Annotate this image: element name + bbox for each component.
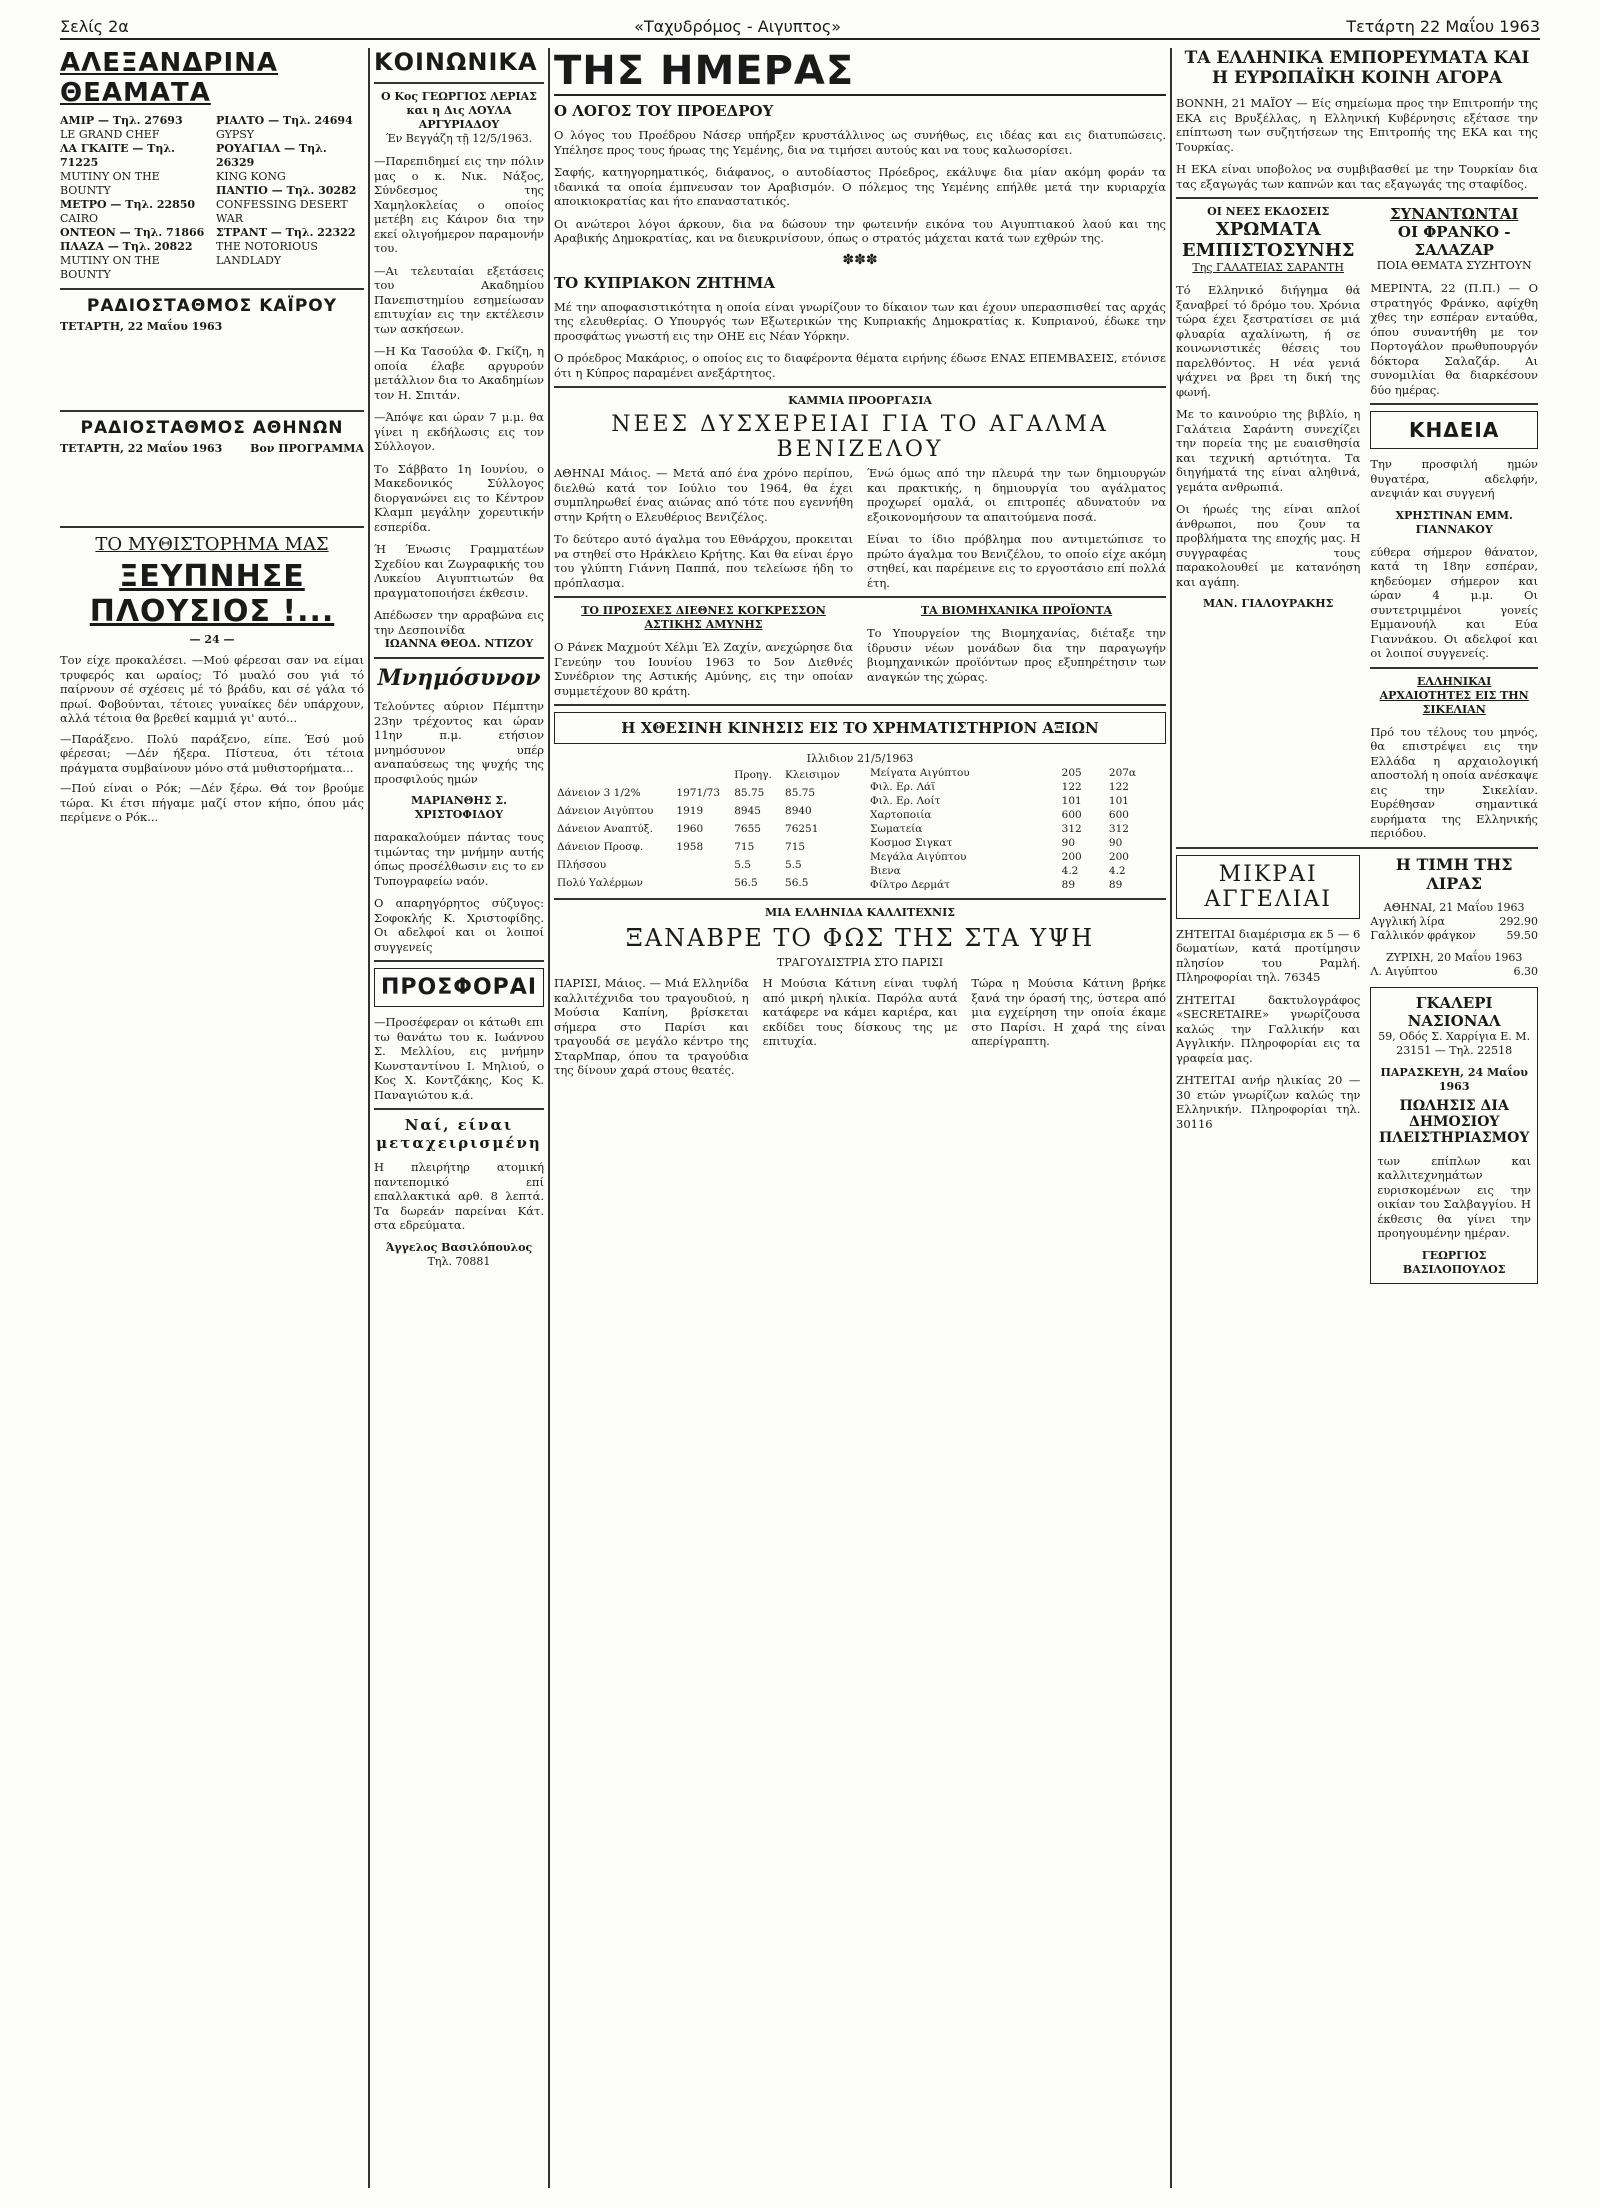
table-row: Πολύ Υαλέρμων 56.5 56.5 bbox=[557, 877, 809, 889]
lead-paragraph: Οι ανώτεροι λόγοι άρκουν, δια να δώσουν την φωτεινήν εικόνα του Αιγυπτιακού λαού και της Αραβικής Δημοκρατίας, και να διευκρινίσουν, όπως ο στρατός μάχεται κατά των εχθρών της. bbox=[554, 216, 1166, 245]
lira-date: ΑΘΗΝΑΙ, 21 Μαΐου 1963 bbox=[1383, 900, 1525, 914]
table-row: Δάνειον Προσφ. 1958 715 715 bbox=[557, 841, 806, 853]
venizelos-paragraph: Ένώ όμως από την πλευρά την των δημιουργών και πρακτικής, η δημιουργία του αγάλματος προχωρεί ομαλά, οι επιτροπές αδυνατούν να εξοικονομήσουν τα απαιτούμενα ποσά. bbox=[867, 466, 1166, 524]
antiquities-title: ΕΛΛΗΝΙΚΑΙ ΑΡΧΑΙΟΤΗΤΕΣ ΕΙΣ ΤΗΝ ΣΙΚΕΛΙΑΝ bbox=[1379, 674, 1529, 716]
gallery-title: ΓΚΑΛΕΡΙ ΝΑΣΙΟΝΑΛ bbox=[1407, 993, 1501, 1030]
today-heading: ΤΗΣ ΗΜΕΡΑΣ bbox=[554, 48, 1166, 96]
editions-author: Της ΓΑΛΑΤΕΙΑΣ ΣΑΡΑΝΤΗ bbox=[1192, 261, 1344, 274]
cyprus-paragraph: Μέ την αποφασιστικότητα η οποία είναι γνωρίζουν το δίκαιον των και έχουν υπερασπισθεί τας αρχάς της ελευθερίας. Ο Υπουργός των Εξωτερικών της Κυπριακής Δημοκρατίας κ. Κυπριανού, έδωκε την προσφάτως γνωστή εις την ΟΗΕ εις Νέαν Υόρκην. bbox=[554, 299, 1166, 343]
novel-title: ΞΕΥΠΝΗΣΕ ΠΛΟΥΣΙΟΣ !... bbox=[89, 559, 335, 629]
eec-paragraph: Η ΕΚΑ είναι υποβολος να συμβιβασθεί με την Τουρκίαν δια τας εξαγωγάς των καπνών και τας εξαγωγάς της σταφίδος. bbox=[1176, 162, 1538, 191]
artist-subtitle: ΤΡΑΓΟΥΔΙΣΤΡΙΑ ΣΤΟ ΠΑΡΙΣΙ bbox=[776, 956, 944, 969]
cinema-listing: KING KONG bbox=[216, 170, 286, 183]
exchange-title: Η ΧΘΕΣΙΝΗ ΚΙΝΗΣΙΣ ΕΙΣ ΤΟ ΧΡΗΜΑΤΙΣΤΗΡΙΟΝ ΑΞΙΩΝ bbox=[554, 712, 1166, 744]
memorial-text: Τελούντες αύριον Πέμπτην 23ην τρέχοντος και ώραν 11ην π.μ. ετήσιον μνημόσυνον υπέρ αναπαύσεως της ψυχής της προσφιλούς ημών bbox=[374, 699, 544, 786]
editions-paragraph: Με το καινούριο της βιβλίο, η Γαλάτεια Σαράντη συνεχίζει την πορεία της με ευαισθησία και τεχνική αρτιότητα. Τα διηγήματά της είναι αληθινά, γεμάτα ανθρωπιά. bbox=[1176, 407, 1361, 494]
funeral-title: ΚΗΔΕΙΑ bbox=[1370, 411, 1538, 449]
memorial-name: ΜΑΡΙΑΝΘΗΣ Σ. ΧΡΙΣΤΟΦΙΔΟΥ bbox=[411, 794, 507, 821]
artist-label: ΜΙΑ ΕΛΛΗΝΙΔΑ ΚΑΛΛΙΤΕΧΝΙΣ bbox=[764, 906, 956, 919]
memorial-title: Μνημόσυνον bbox=[377, 665, 541, 691]
exchange-date: Ιλλιδιον 21/5/1963 bbox=[806, 752, 914, 765]
cyprus-paragraph: Ο πρόεδρος Μακάριος, ο οποίος εις το διαφέροντα θέματα ειρήνης έδωσε ΕΝΑΣ ΕΠΕΜΒΑΣΕΙΣ, ετόνισε ότι η Κύπρος παραμένει ανεξάρτητος. bbox=[554, 351, 1166, 380]
cinema-listing: MUTINY ON THE BOUNTY bbox=[60, 170, 160, 197]
classified-ad: ΖΗΤΕΙΤΑΙ διαμέρισμα εκ 5 — 6 δωματίων, κατά προτίμησιν πλησίον του Ραμλή. Πληροφορίαι τηλ. 76345 bbox=[1176, 926, 1361, 984]
meeting-label: ΣΥΝΑΝΤΩΝΤΑΙ bbox=[1389, 205, 1519, 223]
cinema-listing: CAIRO bbox=[60, 212, 99, 225]
engagement-name: ΙΩΑΝΝΑ ΘΕΟΔ. ΝΤΙΖΟΥ bbox=[384, 637, 534, 650]
cyprus-title: ΤΟ ΚΥΠΡΙΑΚΟΝ ΖΗΤΗΜΑ bbox=[554, 273, 776, 292]
artist-paragraph: ΠΑΡΙΣΙ, Μάιος. — Μιά Ελληνίδα καλλιτέχνιδα του τραγουδιού, η Μούσια Καπίνη, βρίσκεται σήμερα στο Παρίσι και τραγουδά σε μεγάλο κέντρο της ΣταρΜπαρ, όπου τα τραγούδια της δίνουν χαρά στους θεατές. bbox=[554, 976, 749, 1077]
table-row: Δάνειον 3 1/2% 1971/73 85.75 85.75 bbox=[557, 787, 816, 799]
lead-paragraph: Ο λόγος του Προέδρου Νάσερ υπήρξεν κρυστάλλινος ως συνήθως, εις ιδέας και εις διατυπώσεις. Υπέλησε προς τους ήρωας της Υεμένης, δια να τιμήσει αυτούς και να τους καλωσορίσει. bbox=[554, 128, 1166, 157]
table-header: Προηγ. bbox=[734, 769, 772, 781]
cinema-listing: ΟΝΤΕΟΝ — Τηλ. 71866 bbox=[60, 226, 205, 239]
social-item: Το Σάββατο 1η Ιουνίου, ο Μακεδονικός Σύλλογος διοργανώνει εις το Κέντρον Κλαμπ μεγάλην χορευτικήν εσπερίδα. bbox=[374, 461, 544, 534]
venizelos-paragraph: Το δεύτερο αυτό άγαλμα του Εθνάρχου, προκειται να στηθεί στο Ηράκλειο Κρήτης. Και θα είναι έργο του γλύπτη Γιάννη Παππά, που τελείωσε ήδη το πρόπλασμα. bbox=[554, 532, 853, 590]
cinema-listing: ΜΕΤΡΟ — Τηλ. 22850 bbox=[60, 198, 196, 211]
civil-defence-title: ΤΟ ΠΡΟΣΕΧΕΣ ΔΙΕΘΝΕΣ ΚΟΓΚΡΕΣΣΟΝ ΑΣΤΙΚΗΣ ΑΜΥΝΗΣ bbox=[581, 604, 826, 631]
venizelos-label: ΚΑΜΜΙΑ ΠΡΟΟΡΓΑΣΙΑ bbox=[788, 394, 932, 407]
ad-signature: Άγγελος Βασιλόπουλος bbox=[385, 1240, 533, 1254]
column-divider bbox=[368, 48, 370, 2188]
classified-ad: ΖΗΤΕΙΤΑΙ ανήρ ηλικίας 20 — 30 ετών γνωρίζων καλώς την Ελληνικήν. Πληροφορίαι τηλ. 30116 bbox=[1176, 1073, 1361, 1131]
radio-cairo-date: ΤΕΤΑΡΤΗ, 22 Μαΐου 1963 bbox=[60, 320, 223, 333]
classifieds-title: ΜΙΚΡΑΙ ΑΓΓΕΛΙΑΙ bbox=[1176, 855, 1360, 919]
social-item: —Άπόψε και ώραν 7 μ.μ. θα γίνει η εκδήλωσις εις τον Σύλλογον. bbox=[374, 410, 544, 453]
artist-paragraph: Η Μούσια Κάτινη είναι τυφλή από μικρή ηλικία. Παρόλα αυτά κατάφερε να κάμει καριέρα, και εκδίδει τους δίσκους της με επιτυχία. bbox=[762, 976, 958, 1048]
lead-title: Ο ΛΟΓΟΣ ΤΟΥ ΠΡΟΕΔΡΟΥ bbox=[554, 102, 774, 120]
social-item: —Παρεπιδημεί εις την πόλιν μας ο κ. Νικ. Νάξος, Σύνδεσμος της Χαμηλοκλείας ο οποίος μετέβη εις Κάιρον δια την εκεί ολιγοήμερον παραμονήν του. bbox=[374, 154, 544, 255]
artist-paragraph: Τώρα η Μούσια Κάτινη βρήκε ξανά την όρασή της, ύστερα από μια εγχείρηση την οποία έκαμε στο Παρίσι. Η χαρά της είναι απερίγραπτη. bbox=[971, 976, 1166, 1048]
column-divider bbox=[548, 48, 550, 2188]
radio-athens-date: ΤΕΤΑΡΤΗ, 22 Μαΐου 1963 bbox=[60, 442, 223, 455]
radio-cairo-schedule bbox=[60, 334, 364, 404]
table-row: Βιενα 4.2 4.2 bbox=[870, 865, 1126, 877]
radio-athens-schedule bbox=[60, 456, 364, 520]
social-item: Ή Ένωσις Γραμματέων Σχεδίου και Ζωγραφικής του Λυκείου Αιγυπτιωτών θα πραγματοποιήσει έκθεσιν. bbox=[374, 542, 544, 600]
wedding-notice: Ο Κος ΓΕΩΡΓΙΟΣ ΛΕΡΙΑΣ και η Δις ΛΟΥΛΑ ΑΡΓΥΡΙΑΔΟΥ bbox=[381, 90, 537, 131]
issue-date: Τετάρτη 22 Μαΐου 1963 bbox=[1346, 16, 1540, 36]
table-row: Σωματεία 312 312 bbox=[870, 823, 1129, 835]
civil-defence-text: Ο Ράνεκ Μαχμούτ Χέλμι Έλ Ζαχίν, ανεχώρησε δια Γενεύην του Ιουνίου 1963 το 5ον Διεθνές Συνέδριον της Αστικής Αμύνης, εις την οποίαν συμμετέχουν 80 κράτη. bbox=[554, 640, 853, 698]
lira-row: Γαλλικόν φράγκον 59.50 bbox=[1370, 928, 1538, 942]
table-row: Φιλ. Ερ. Λάϊ 122 122 bbox=[870, 781, 1129, 793]
cinema-listing: THE NOTORIOUS LANDLADY bbox=[216, 240, 318, 267]
theatres-heading: ΑΛΕΞΑΝΔΡΙΝΑ ΘΕΑΜΑΤΑ bbox=[60, 48, 279, 108]
column-theatres bbox=[60, 48, 364, 2198]
table-row: Κοσμοσ Σιγκατ 90 90 bbox=[870, 837, 1123, 849]
radio-cairo-title: ΡΑΔΙΟΣΤΑΘΜΟΣ ΚΑΪΡΟΥ bbox=[86, 296, 338, 316]
cinema-listing: LE GRAND CHEF bbox=[60, 128, 160, 141]
gallery-address: 59, Οδός Σ. Χαρρίγια Ε. Μ. 23151 — Τηλ. 22518 bbox=[1378, 1029, 1531, 1057]
table-row: Φίλτρο Δερμάτ 89 89 bbox=[870, 879, 1123, 891]
table-row: Χαρτοποιία 600 600 bbox=[870, 809, 1129, 821]
gallery-sale: ΠΩΛΗΣΙΣ ΔΙΑ ΔΗΜΟΣΙΟΥ ΠΛΕΙΣΤΗΡΙΑΣΜΟΥ bbox=[1379, 1097, 1530, 1146]
gallery-text: των επίπλων και καλλιτεχνημάτων ευρισκομένων εις την οικίαν του Σαλβαγγίου. Η έκθεσις θα γίνει την προηγουμένην ημέραν. bbox=[1377, 1153, 1531, 1240]
classified-ad: ΖΗΤΕΙΤΑΙ δακτυλογράφος «SECRETAIRE» γνωρίζουσα καλώς την Γαλλικήν και Αγγλικήν. Πληροφορίαι εις τα γραφεία μας. bbox=[1176, 992, 1361, 1065]
cinema-listing: CONFESSING DESERT WAR bbox=[216, 198, 348, 225]
column-social bbox=[374, 48, 544, 2198]
exchange-table-shares bbox=[867, 766, 1166, 892]
cinema-listing: GYPSY bbox=[216, 128, 255, 141]
editions-signature: ΜΑΝ. ΓΙΑΛΟΥΡΑΚΗΣ bbox=[1202, 597, 1334, 610]
social-heading: ΚΟΙΝΩΝΙΚΑ bbox=[374, 48, 538, 76]
novel-label: ΤΟ ΜΥΘΙΣΤΟΡΗΜΑ ΜΑΣ bbox=[95, 534, 329, 555]
eec-title: ΤΑ ΕΛΛΗΝΙΚΑ ΕΜΠΟΡΕΥΜΑΤΑ ΚΑΙ Η ΕΥΡΩΠΑΪΚΗ ΚΟΙΝΗ ΑΓΟΡΑ bbox=[1184, 48, 1530, 88]
meeting-text: ΜΕΡΙΝΤΑ, 22 (Π.Π.) — Ο στρατηγός Φράνκο, αφίχθη χθες την εσπέραν ενταύθα, όπου συναντήθη με τον Πορτογάλον πρωθυπουργόν δόκτορα Σαλαζάρ. Αι συνομιλίαι θα διαρκέσουν δύο ημέρας. bbox=[1370, 281, 1538, 397]
cinema-listing: MUTINY ON THE BOUNTY bbox=[60, 254, 160, 281]
gallery-ad bbox=[1370, 987, 1538, 1284]
table-row: Δάνειον Αναπτύξ. 1960 7655 76251 bbox=[557, 823, 819, 835]
novel-paragraph: —Πού είναι ο Ρόκ; —Δέν ξέρω. Θά τον βρούμε τώρα. Κι έτσι πήγαμε μαζί στον κήπο, όπου μάς περίμενε ο Ρόκ... bbox=[60, 781, 364, 824]
lira-row: Αγγλική λίρα 292.90 bbox=[1370, 914, 1538, 928]
industry-title: ΤΑ ΒΙΟΜΗΧΑΝΙΚΑ ΠΡΟΪΟΝΤΑ bbox=[920, 604, 1113, 617]
offers-text: —Προσέφεραν οι κάτωθι επι τω θανάτω του κ. Ιωάννου Σ. Μελλίου, εις μνήμην Κωνσταντίνου Ι. Μηλιού, ο Κος Χ. Κοντζάκης, Κος Κ. Παναγιώτου κ.ά. bbox=[374, 1015, 544, 1102]
table-row: Δάνειον Αιγύπτου 1919 8945 8940 bbox=[557, 805, 812, 817]
eec-paragraph: ΒΟΝΝΗ, 21 ΜΑΪΟΥ — Είς σημείωμα προς την Επιτροπήν της ΕΚΑ εις Βρυξέλλας, η Ελληνική Κυβέρνησις εξέτασε την επίπτωση των συζητήσεων της Επιτροπής της ΕΚΑ και της Τουρκίας. bbox=[1176, 96, 1538, 154]
funeral-text: εύθερα σήμερον θάνατον, κατά τη 18ην εσπέραν, κηδεύομεν σήμερον και ώραν 4 μ.μ. Οι συντετριμμένοι γονείς Εμμανουήλ και Εύα Γιαννάκου. Οι αδελφοί και οι λοιποί συγγενείς. bbox=[1370, 544, 1538, 660]
cinema-listing: ΠΛΑΖΑ — Τηλ. 20822 bbox=[60, 240, 193, 253]
cinema-listing: ΡΙΑΛΤΟ — Τηλ. 24694 bbox=[216, 114, 353, 127]
ad-text: Η πλειρήτηρ ατομική παντεπομικό επί επαλλακτικά αρθ. 8 λεπτά. Τα δωρεάν παρείναι Κάτ. στα εδρεύματα. bbox=[374, 1160, 544, 1232]
novel-paragraph: Τον είχε προκαλέσει. —Μού φέρεσαι σαν να είμαι τρυφερός και ωραίος; Τό μυαλό σου γιά τό παίρνουν σέ σχέσεις μέ τό βράδυ, και σέ γάλα τό πρωί. Φοβούνται, τέτοιες γυναίκες δέν υπάρχουν, αλλά τέτοια θα βρεθεί καμμιά γι' αυτό... bbox=[60, 653, 364, 725]
table-row: Μεγάλα Αιγύπτου 200 200 bbox=[870, 851, 1129, 863]
editions-label: ΟΙ ΝΕΕΣ ΕΚΔΟΣΕΙΣ bbox=[1207, 205, 1330, 218]
cinema-listing: ΑΜΙΡ — Τηλ. 27693 bbox=[60, 114, 183, 127]
cinema-listing: ΠΑΝΤΙΟ — Τηλ. 30282 bbox=[216, 184, 357, 197]
editions-paragraph: Τό Ελληνικό διήγημα θά ξαναβρεί τό δρόμο του. Χρόνια τώρα έχει ξεστρατίσει σε μιά φλυαρία αχαλίνωτη, ή σε κοινωνιστικές θέσεις του παρελθόντος. Η νέα γενιά ψάχνει να βρει τη δική της φωνή. bbox=[1176, 283, 1361, 399]
lira-row: Λ. Αιγύπτου 6.30 bbox=[1370, 964, 1538, 978]
memorial-text: παρακαλούμεν πάντας τους τιμώντας την μνήμην αυτής όπως προσέλθωσιν εις το εν Τυπογραφείω ναόν. bbox=[374, 830, 544, 888]
funeral-name: ΧΡΗΣΤΙΝΑΝ ΕΜΜ. ΓΙΑΝΝΑΚΟΥ bbox=[1395, 508, 1513, 536]
novel-paragraph: —Παράξενο. Πολύ παράξενο, είπε. Έσύ μού φέρεσαι; —Δέν ήξερα. Πίστευα, ότι τέτοια πράγματα συμβαίνουν μόνο στά μυθιστορήματα... bbox=[60, 731, 364, 775]
column-right bbox=[1176, 48, 1538, 2198]
cinema-listing: ΡΟΥΑΓΙΑΛ — Τηλ. 26329 bbox=[216, 142, 327, 169]
lead-paragraph: Σαφής, κατηγορηματικός, διάφανος, ο αυτοδίαστος Πρόεδρος, εκάλυψε δια μίαν ακόμη φοράν τα ιδανικά τα οποία έμπνευσαν τον Αραβισμόν. Ο πόλεμος της Υεμένης επήλθε μετά την κυριαρχία αποικιοκρατίας και ήτο επαναστατικός. bbox=[554, 165, 1166, 208]
cinema-listing: ΛΑ ΓΚΑΙΤΕ — Τηλ. 71225 bbox=[60, 142, 175, 169]
artist-title: ΞΑΝΑΒΡΕ ΤΟ ΦΩΣ ΤΗΣ ΣΤΑ ΥΨΗ bbox=[625, 924, 1095, 952]
column-divider bbox=[1170, 48, 1172, 2188]
funeral-text: Την προσφιλή ημών θυγατέρα, αδελφήν, ανεψιάν και συγγενή bbox=[1370, 457, 1538, 500]
newspaper-name: «Ταχυδρόμος - Αιγυπτος» bbox=[634, 16, 842, 36]
memorial-signature: Ο απαρηγόρητος σύζυγος: Σοφοκλής Κ. Χριστοφίδης. Οι αδελφοί και οι λοιποί συγγενείς bbox=[374, 896, 544, 954]
table-header: Κλεισιμον bbox=[785, 769, 840, 781]
gallery-date: ΠΑΡΑΣΚΕΥΗ, 24 Μαΐου 1963 bbox=[1380, 1065, 1528, 1093]
venizelos-title: ΝΕΕΣ ΔΥΣΧΕΡΕΙΑΙ ΓΙΑ ΤΟ ΑΓΑΛΜΑ ΒΕΝΙΖΕΛΟΥ bbox=[611, 412, 1109, 462]
ad-phone: Τηλ. 70881 bbox=[427, 1254, 491, 1268]
social-item: —Αι τελευταίαι εξετάσεις του Ακαδημίου Πανεπιστημίου εσημείωσαν επιτυχίαν εις την εκτέλεσιν των ασκήσεων. bbox=[374, 263, 544, 336]
social-item: Απέδωσεν την αρραβώνα εις την Δεσποινίδα bbox=[374, 608, 544, 637]
gallery-signature: ΓΕΩΡΓΙΟΣ ΒΑΣΙΛΟΠΟΥΛΟΣ bbox=[1402, 1248, 1506, 1276]
ad-title: Ναί, είναι μεταχειρισμένη bbox=[376, 1116, 542, 1152]
venizelos-paragraph: ΑΘΗΝΑΙ Μάιος. — Μετά από ένα χρόνο περίπου, διελθώ κατά τον Ιούλιο του 1964, θα έχει συμπληρωθεί ένας αιώνας από τότε που εγεννήθη στην Κρήτη ο Ελευθέριος Βενιζέλος. bbox=[554, 466, 853, 524]
radio-athens-title: ΡΑΔΙΟΣΤΑΘΜΟΣ ΑΘΗΝΩΝ bbox=[80, 418, 344, 438]
radio-athens-program: Βον ΠΡΟΓΡΑΜΜΑ bbox=[250, 442, 364, 455]
masthead bbox=[60, 14, 1540, 40]
column-today: ΤΗΣ ΗΜΕΡΑΣ Ο ΛΟΓΟΣ ΤΟΥ ΠΡΟΕΔΡΟΥ Ο λόγος του Προέδρου Νάσερ υπήρξεν κρυστάλλινος ως συνήθως, εις ιδέας και εις διατυπώσεις. Υπέλησε προς τους ήρωας της Υεμένης, δια να τιμήσει αυτούς και να τους καλωσορίσει. Σαφής, κατηγορηματικός, διάφανος, ο αυτοδίαστος Πρόεδρος, εκάλυψε δια μίαν ακόμη φοράν τα ιδανικά τα οποία έμπνευσαν τον Αραβισμόν. Ο πόλεμος της Υεμένης επήλθε μετά την κυριαρχία αποικιοκρατίας και ήτο επαναστατικός. Οι ανώτεροι λόγοι άρκουν, δια να δώσουν την φωτεινήν εικόνα του Αιγυπτιακού λαού και της Αραβικής Δημοκρατίας, και να διευκρινίσουν, όπως ο στρατός μάχεται κατά των εχθρών της. ✽✽✽ ΤΟ ΚΥΠΡΙΑΚΟΝ ΖΗΤΗΜΑ Μέ την αποφασιστικότητα η οποία είναι γνωρίζουν το δίκαιον των και έχουν υπερασπισθεί τας αρχάς της ελευθερίας. Ο Υπουργός των Εξωτερικών της Κυπριακής Δημοκρατίας κ. Κυπριανού, έδωκε την προσφάτως γνωστή εις την ΟΗΕ εις Νέαν Υόρκην. Ο πρόεδρος Μακάριος, ο οποίος εις το διαφέροντα θέματα ειρήνης έδωσε ΕΝΑΣ ΕΠΕΜΒΑΣΕΙΣ, ετόνισε ότι η Κύπρος παραμένει ανεξάρτητος. ΚΑΜΜΙΑ ΠΡΟΟΡΓΑΣΙΑ ΝΕΕΣ ΔΥΣΧΕΡΕΙΑΙ ΓΙΑ ΤΟ ΑΓΑΛΜΑ ΒΕΝΙΖΕΛΟΥ ΑΘΗΝΑΙ Μάιος. — Μετά από ένα χρόνο περίπου, διελθώ κατά τον Ιούλιο του 1964, θα έχει συμπληρωθεί ένας αιώνας από τότε που εγεννήθη στην Κρήτη ο Ελευθέριος Βενιζέλος. Το δεύτερο αυτό άγαλμα του Εθνάρχου, προκειται να στηθεί στο Ηράκλειο Κρήτης. Και θα είναι έργο του γλύπτη Γιάννη Παππά, που τελείωσε ήδη το πρόπλασμα. Ένώ όμως από την πλευρά την των δημιουργών και πρακτικής, η δημιουργία του αγάλματος προχωρεί ομαλά, οι επιτροπές αδυνατούν να εξοικονομήσουν τα απαιτούμενα ποσά. Είναι το ίδιο πρόβλημα που αντιμετώπισε το πρώτο άγαλμα του Βενιζέλου, το οποίο είχε ακόμη στηθεί, και παρέμεινε εις το εργοστάσιο επί πολλά έτη. ΤΟ ΠΡΟΣΕΧΕΣ ΔΙΕΘΝΕΣ ΚΟΓΚΡΕΣΣΟΝ ΑΣΤΙΚΗΣ ΑΜΥΝΗΣ Ο Ράνεκ Μαχμούτ Χέλμι Έλ Ζαχίν, ανεχώρησε δια Γενεύην του Ιουνίου 1963 το 5ον Διεθνές Συνέδριον της Αστικής Αμύνης, εις την οποίαν συμμετέχουν 80 κράτη. ΤΑ ΒΙΟΜΗΧΑΝΙΚΑ ΠΡΟΪΟΝΤΑ Το Υπουργείον της Βιομηχανίας, διέταξε την ίδρυσιν νέων μονάδων δια την παραγωγήν βιομηχανικών προϊόντων προς εξυπηρέτησιν των αναγκών της χώρας. Η ΧΘΕΣΙΝΗ ΚΙΝΗΣΙΣ ΕΙΣ ΤΟ ΧΡΗΜΑΤΙΣΤΗΡΙΟΝ ΑΞΙΩΝ Ιλλιδιον 21/5/1963 Προηγ. Κλεισιμον Δάνειον 3 1/2% 1971/73 85.75 85.75 Δάνειον Αιγύπτου 1919 8945 8940 Δάνειον Αναπτύξ. 1960 7655 76251 Δάνειον Προσφ. 1958 715 715 Πλήσσου 5.5 5.5 Πολύ Υαλέρμων 56.5 56.5 Μείγατα Αιγύπτου 205 207α Φιλ. Ερ. Λάϊ 122 122 Φιλ. Ερ. Λοίτ 101 101 Χαρτοποιία 600 600 Σωματεία 312 312 Κοσμοσ Σιγκατ 90 90 Μεγάλα Αιγύπτου 200 200 Βιενα 4.2 4.2 Φίλτρο Δερμάτ 89 89 ΜΙΑ ΕΛΛΗΝΙΔΑ ΚΑΛΛΙΤΕΧΝΙΣ ΞΑΝΑΒΡΕ ΤΟ ΦΩΣ ΤΗΣ ΣΤΑ ΥΨΗ ΤΡΑΓΟΥΔΙΣΤΡΙΑ ΣΤΟ ΠΑΡΙΣΙ ΠΑΡΙΣΙ, Μάιος. — Μιά Ελληνίδα καλλιτέχνιδα του τραγουδιού, η Μούσια Καπίνη, βρίσκεται σήμερα στο Παρίσι και τραγουδά σε μεγάλο κέντρο της ΣταρΜπαρ, όπου τα τραγούδια της δίνουν χαρά στους θεατές. Η Μούσια Κάτινη είναι τυφλή από μικρή ηλικία. Παρόλα αυτά κατάφερε να κάμει καριέρα, και εκδίδει τους δίσκους της με επιτυχία. Τώρα η Μούσια Κάτινη βρήκε ξανά την όρασή της, ύστερα από μια εγχείρηση την οποία έκαμε στο Παρίσι. Η χαρά της είναι απερίγραπτη. bbox=[554, 48, 1166, 1077]
lira-date: ΖΥΡΙΧΗ, 20 Μαΐου 1963 bbox=[1386, 950, 1523, 964]
social-item: —Η Κα Τασούλα Φ. Γκίζη, η οποία έλαβε αργυρούν μετάλλιον δια το Ακαδημίων τον Η. Σπιτάν. bbox=[374, 344, 544, 402]
meeting-title: ΟΙ ΦΡΑΝΚΟ - ΣΑΛΑΖΑΡ bbox=[1397, 223, 1511, 259]
editions-title: ΧΡΩΜΑΤΑ ΕΜΠΙΣΤΟΣΥΝΗΣ bbox=[1181, 219, 1355, 261]
wedding-date: Έν Βεγγάζη τῇ 12/5/1963. bbox=[385, 132, 533, 145]
table-row: Φιλ. Ερ. Λοίτ 101 101 bbox=[870, 795, 1129, 807]
antiquities-text: Πρό του τέλους του μηνός, θα επιστρέψει εις την Ελλάδα η αρχαιολογική αποστολή η οποία ανέσκαψε εις την Σικελίαν. Ευρέθησαν σημαντικά ευρήματα της Ελληνικής περιόδου. bbox=[1370, 724, 1538, 840]
industry-text: Το Υπουργείον της Βιομηχανίας, διέταξε την ίδρυσιν νέων μονάδων δια την παραγωγήν βιομηχανικών προϊόντων προς εξυπηρέτησιν των αναγκών της χώρας. bbox=[867, 626, 1166, 684]
lira-title: Η ΤΙΜΗ ΤΗΣ ΛΙΡΑΣ bbox=[1395, 854, 1513, 893]
table-row: Πλήσσου 5.5 5.5 bbox=[557, 859, 802, 871]
editions-paragraph: Οι ήρωές της είναι απλοί άνθρωποι, που ζουν τα προβλήματα της εποχής μας. Η συγγραφέας τους παρακολουθεί με κατανόηση και αγάπη. bbox=[1176, 502, 1361, 589]
venizelos-paragraph: Είναι το ίδιο πρόβλημα που αντιμετώπισε το πρώτο άγαλμα του Βενιζέλου, το οποίο είχε ακόμη στηθεί, και παρέμεινε εις το εργοστάσιο επί πολλά έτη. bbox=[867, 532, 1166, 590]
exchange-table-bonds bbox=[554, 766, 853, 892]
meeting-subtitle: ΠΟΙΑ ΘΕΜΑΤΑ ΣΥΖΗΤΟΥΝ bbox=[1376, 259, 1532, 272]
novel-episode: — 24 — bbox=[189, 633, 235, 646]
offers-title: ΠΡΟΣΦΟΡΑΙ bbox=[374, 968, 544, 1007]
page-number: Σελίς 2α bbox=[60, 16, 129, 36]
cinema-listing: ΣΤΡΑΝΤ — Τηλ. 22322 bbox=[216, 226, 356, 239]
table-row: Μείγατα Αιγύπτου 205 207α bbox=[870, 767, 1137, 779]
